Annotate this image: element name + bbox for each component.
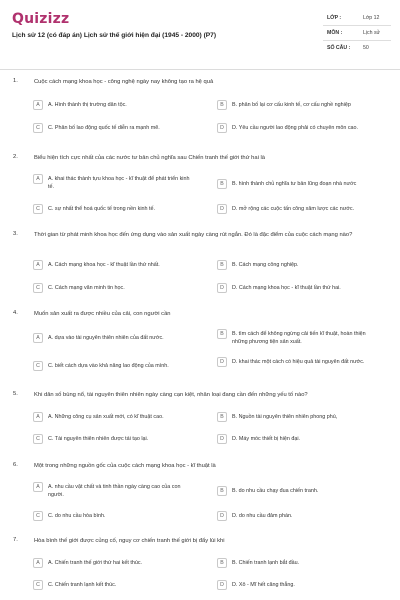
option-text: B. phân bố lại cơ cấu kinh tế, cơ cấu nghề nghiệp	[232, 102, 351, 108]
question-number: 4.	[13, 310, 18, 316]
option-letter-box: C	[33, 123, 43, 133]
option-letter-box: A	[33, 100, 43, 110]
option-text: C. Tài nguyên thiên nhiên được tái tạo lại.	[48, 436, 149, 442]
option-text: A. nhu cầu vật chất và tinh thần ngày càng cao của con người.	[48, 484, 181, 499]
option-text: C. Cách mạng văn minh tin học.	[48, 285, 125, 291]
option-text: B. Nguồn tài nguyên thiên nhiên phong phú,	[232, 414, 338, 420]
option-text: C. do nhu cầu hòa bình.	[48, 513, 106, 519]
meta-row-subject	[323, 26, 391, 41]
option-letter-box: B	[217, 558, 227, 568]
option-letter-box: C	[33, 511, 43, 521]
meta-row-class	[323, 11, 391, 26]
option-text: A. khai thác thành tựu khoa học - kĩ thuật để phát triển kinh tế.	[48, 176, 190, 191]
option-letter-box: D	[217, 357, 227, 367]
quizizz-logo: Quizizz	[12, 11, 70, 27]
option-text: C. biết cách dựa vào khả năng lao động của mình.	[48, 363, 169, 369]
question-number: 1.	[13, 78, 18, 84]
question-text: Biểu hiện tích cực nhất của các nước tư bản chủ nghĩa sau Chiến tranh thế giới thứ hai là	[34, 155, 265, 161]
worksheet-header	[0, 0, 400, 70]
option-letter-box: A	[33, 333, 43, 343]
option-letter-box: D	[217, 580, 227, 590]
question-number: 5.	[13, 391, 18, 397]
option-text: A. Hình thành thị trường dân tộc.	[48, 102, 127, 108]
option-text: B. tìm cách để không ngừng cải tiến kĩ thuật, hoàn thiện những phương tiện sản xuất.	[232, 331, 366, 346]
option-letter-box: A	[33, 558, 43, 568]
question-number: 2.	[13, 154, 18, 160]
option-text: A. Chiến tranh thế giới thứ hai kết thúc.	[48, 560, 143, 566]
option-letter-box: B	[217, 100, 227, 110]
option-letter-box: D	[217, 511, 227, 521]
question-text: Hòa bình thế giới được củng cố, nguy cơ chiến tranh thế giới bị đẩy lùi khi	[34, 538, 225, 544]
option-text: A. Cách mạng khoa học - kĩ thuật lần thứ nhất.	[48, 262, 160, 268]
question-text: Cuộc cách mạng khoa học - công nghệ ngày nay không tạo ra hệ quả	[34, 79, 214, 85]
option-letter-box: C	[33, 283, 43, 293]
meta-value: Lịch sử	[363, 30, 381, 36]
option-text: D. do nhu cầu đảm phán.	[232, 513, 293, 519]
question-text: Khi dân số bùng nổ, tài nguyên thiên nhiên ngày càng cạn kiệt, nhân loại đang cần đến những yếu tố nào?	[34, 392, 308, 398]
option-letter-box: A	[33, 412, 43, 422]
meta-value: 50	[363, 45, 369, 51]
question-number: 3.	[13, 231, 18, 237]
option-letter-box: D	[217, 204, 227, 214]
option-letter-box: D	[217, 283, 227, 293]
question-number: 6.	[13, 462, 18, 468]
option-text: B. do nhu cầu chạy đua chiến tranh.	[232, 488, 319, 494]
option-text: C. sự nhất thể hoá quốc tế trong nền kinh tế.	[48, 206, 155, 212]
option-letter-box: A	[33, 482, 43, 492]
option-text: D. Máy móc thiết bị hiện đại.	[232, 436, 301, 442]
option-letter-box: C	[33, 361, 43, 371]
option-text: D. mở rộng các cuộc tấn công xâm lược các nước.	[232, 206, 355, 212]
meta-row-count	[323, 41, 391, 56]
option-text: A. dựa vào tài nguyên thiên nhiên của đất nước.	[48, 335, 164, 341]
option-text: D. khai thác một cách có hiệu quả tài nguyên đất nước.	[232, 359, 365, 365]
option-text: D. Cách mạng khoa học - kĩ thuật lần thứ hai.	[232, 285, 341, 291]
meta-label: SỐ CÂU :	[327, 45, 351, 51]
option-letter-box: B	[217, 260, 227, 270]
question-text: Muốn sản xuất ra được nhiều của cải, con người cần	[34, 311, 171, 317]
question-number: 7.	[13, 537, 18, 543]
option-letter-box: C	[33, 204, 43, 214]
option-letter-box: B	[217, 412, 227, 422]
meta-label: LỚP :	[327, 15, 342, 21]
option-text: A. Những công cụ sản xuất mới, có kĩ thuật cao.	[48, 414, 164, 420]
meta-label: MÔN :	[327, 30, 343, 36]
option-letter-box: A	[33, 174, 43, 184]
option-text: D. Xô - Mĩ hết căng thẳng.	[232, 582, 295, 588]
option-letter-box: B	[217, 329, 227, 339]
option-text: B. Cách mạng công nghiệp.	[232, 262, 299, 268]
option-letter-box: D	[217, 123, 227, 133]
option-text: B. hình thành chủ nghĩa tư bản lũng đoạn nhà nước	[232, 181, 357, 187]
option-letter-box: A	[33, 260, 43, 270]
question-text: Thời gian từ phát minh khoa học đến ứng dụng vào sản xuất ngày càng rút ngắn. Đó là đặc điểm của cuộc cách mạng nào?	[34, 232, 353, 238]
option-letter-box: C	[33, 580, 43, 590]
meta-panel	[323, 11, 391, 56]
question-text: Một trong những nguồn gốc của cuộc cách mạng khoa học - kĩ thuật là	[34, 463, 216, 469]
option-letter-box: C	[33, 434, 43, 444]
option-text: C. Chiến tranh lạnh kết thúc.	[48, 582, 117, 588]
option-letter-box: B	[217, 486, 227, 496]
option-text: C. Phân bố lao động quốc tế diễn ra mạnh mẽ.	[48, 125, 160, 131]
meta-value: Lớp 12	[363, 15, 380, 21]
page-title: Lịch sử 12 (có đáp án) Lịch sử thế giới hiện đại (1945 - 2000) (P7)	[12, 32, 217, 39]
option-letter-box: B	[217, 179, 227, 189]
option-text: D. Yêu cầu người lao động phải có chuyên môn cao.	[232, 125, 359, 131]
option-text: B. Chiến tranh lạnh bắt đầu.	[232, 560, 300, 566]
option-letter-box: D	[217, 434, 227, 444]
